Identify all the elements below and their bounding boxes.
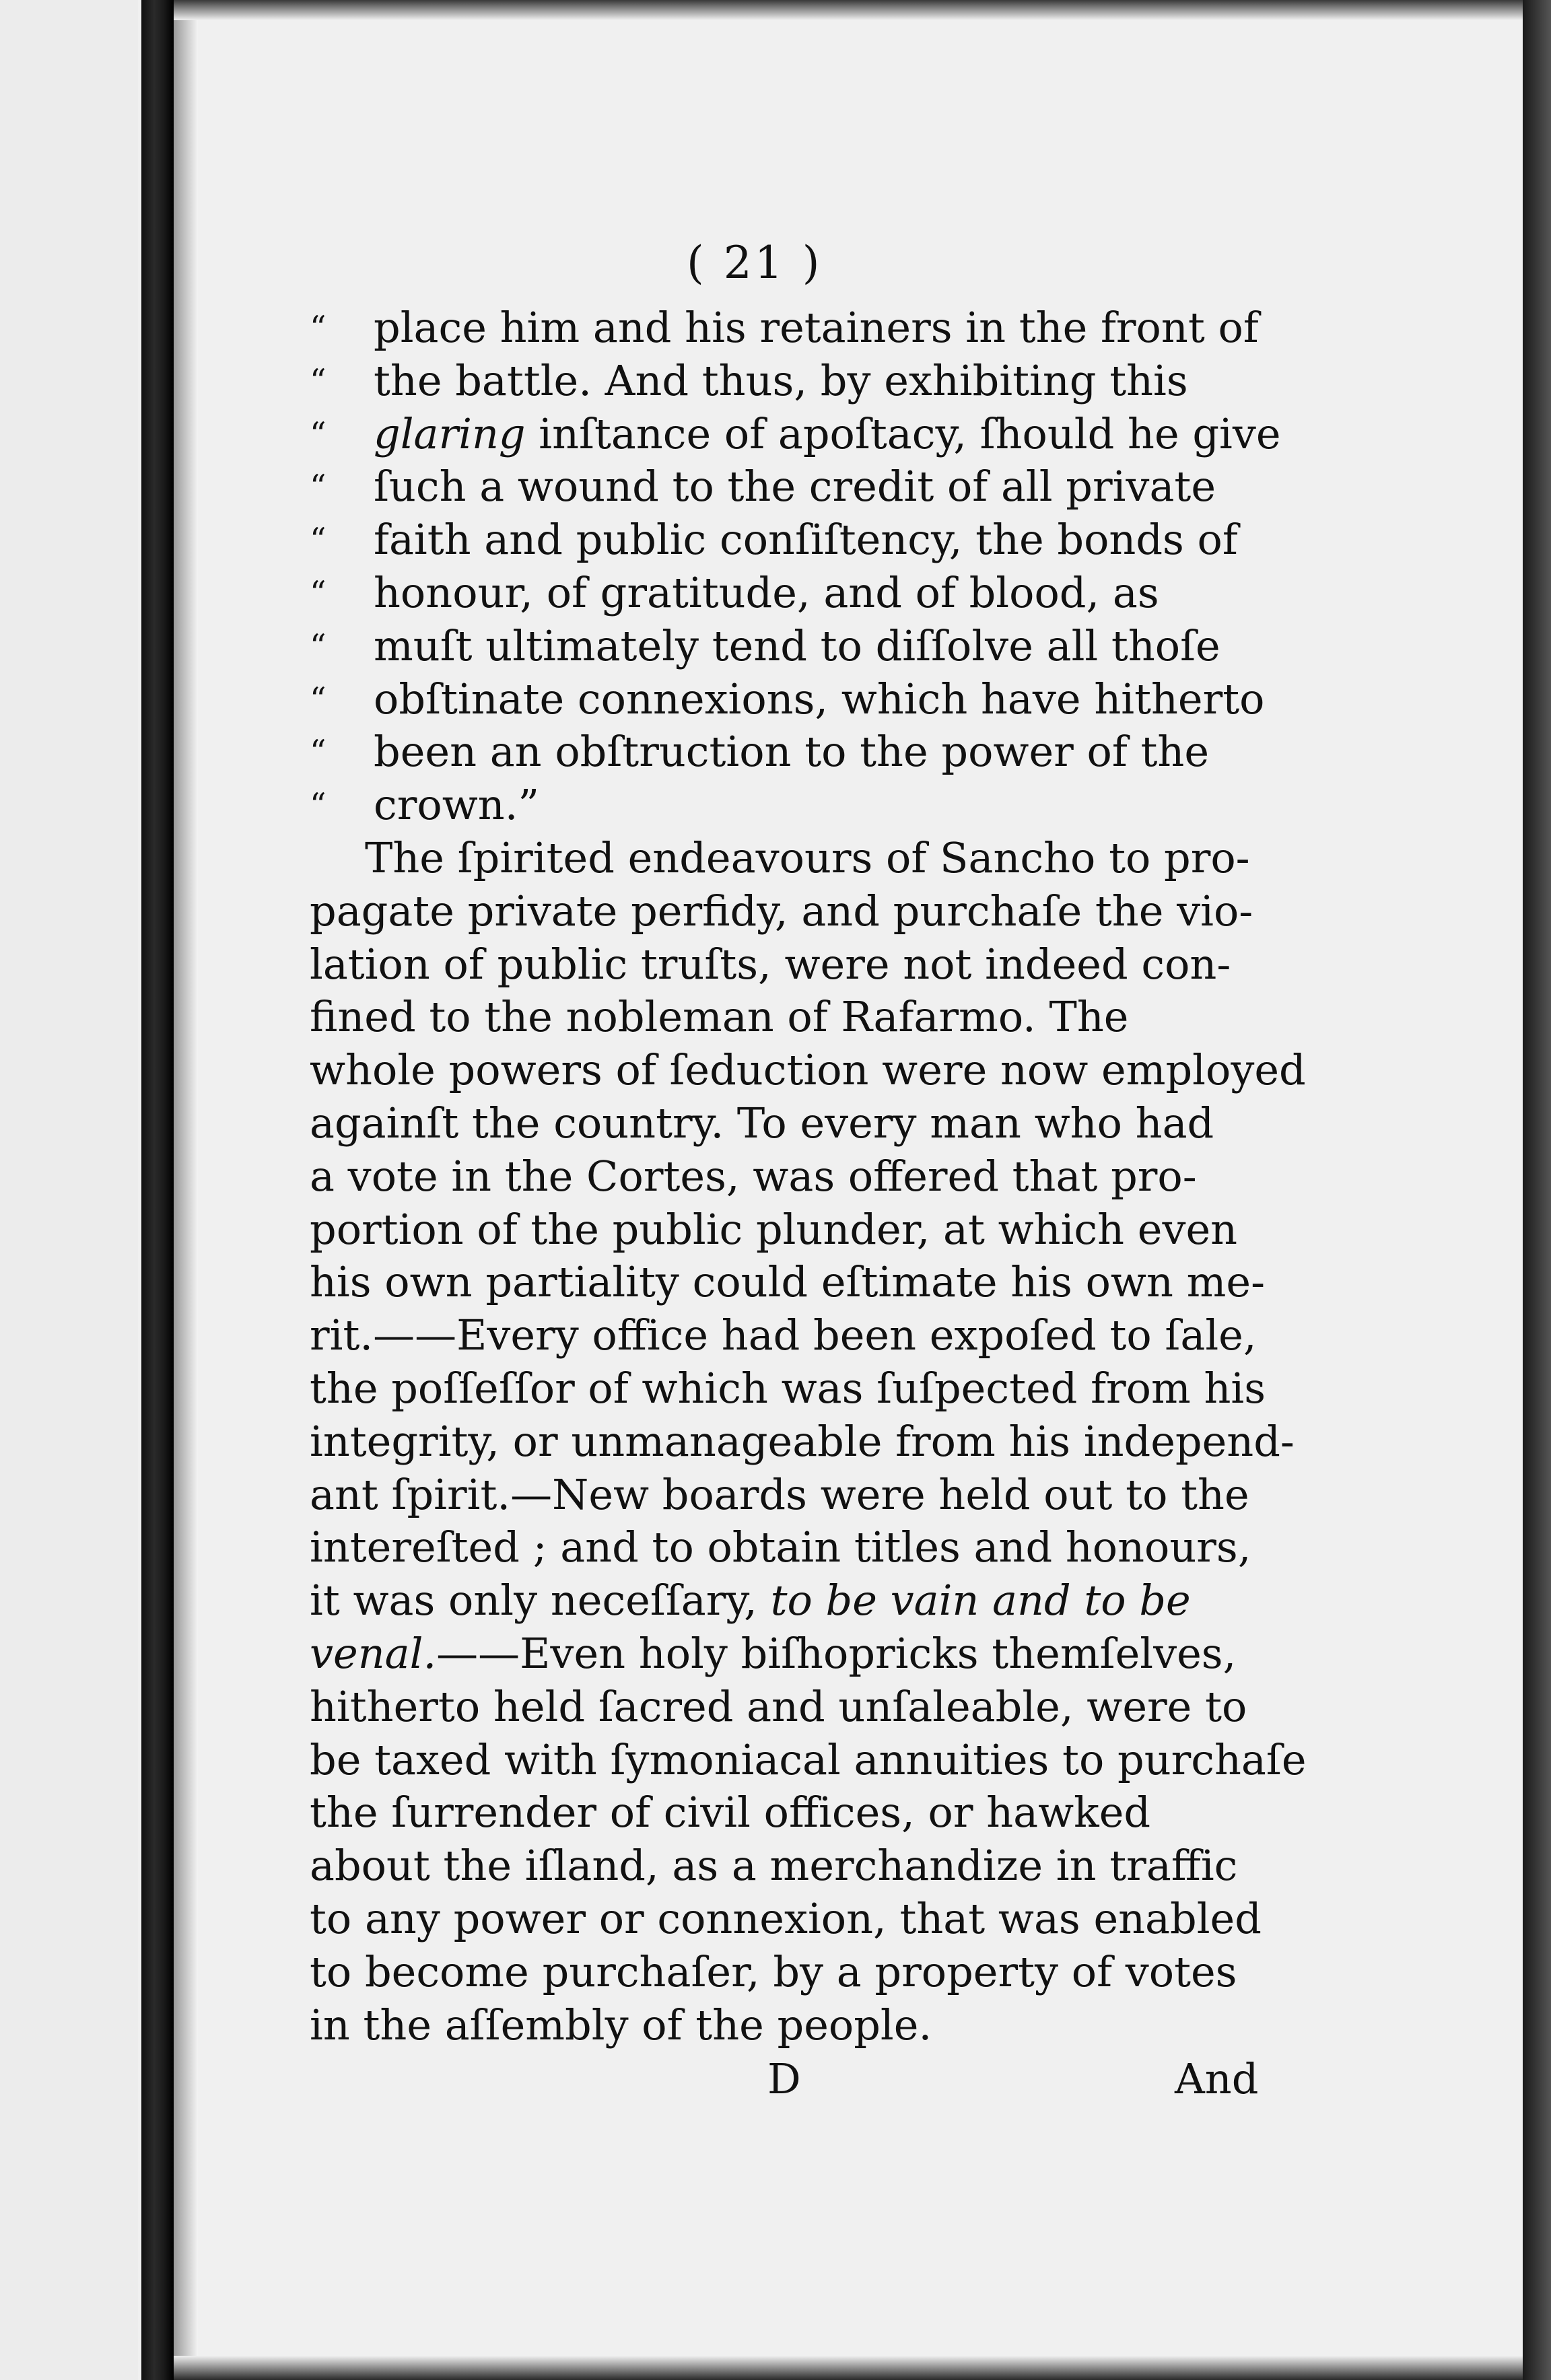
paragraph-line — [310, 1309, 1279, 1362]
paragraph-line-text: pagate private perfidy, and purchaſe the vio- — [310, 886, 1253, 936]
quoted-line-text — [374, 408, 1281, 461]
paragraph-line-text: portion of the public plunder, at which even — [310, 1204, 1238, 1254]
paragraph-line-text: hitherto held ſacred and unſaleable, were to — [310, 1681, 1247, 1731]
quoted-line-text: ſuch a wound to the credit of all private — [374, 462, 1216, 512]
paragraph-line — [310, 991, 1279, 1044]
quoted-line — [310, 673, 1279, 726]
quoted-line-text: faith and public conſiſtency, the bonds of — [374, 515, 1238, 565]
paragraph-line-text: whole powers of ſeduction were now employed — [310, 1045, 1306, 1095]
page-bottom-edge — [174, 2356, 1527, 2380]
quote-mark: “ — [310, 361, 326, 400]
quoted-line-text: place him and his retainers in the front of — [374, 303, 1259, 352]
quoted-line — [310, 302, 1279, 355]
quoted-line — [310, 779, 1279, 832]
paragraph-line-text: a vote in the Cortes, was offered that pro- — [310, 1151, 1197, 1201]
quote-mark: “ — [310, 468, 326, 506]
paragraph-line-text: to become purchaſer, by a property of votes — [310, 1947, 1237, 1996]
paragraph-line — [310, 1097, 1279, 1150]
paragraph-line-text: intereſted ; and to obtain titles and honours, — [310, 1523, 1251, 1572]
paragraph-line — [310, 885, 1279, 938]
quoted-line-text: the battle. And thus, by exhibiting this — [374, 355, 1188, 405]
paragraph-line-text: rit.——Every office had been expoſed to ſale, — [310, 1310, 1257, 1360]
quoted-line-text: obſtinate connexions, which have hitherto — [374, 674, 1265, 724]
paragraph-line-text: lation of public truſts, were not indeed con- — [310, 939, 1231, 989]
paragraph-line — [310, 1734, 1307, 1787]
paragraph-line-text: againſt the country. To every man who had — [310, 1098, 1214, 1148]
facing-page-edge — [0, 0, 138, 2380]
paragraph-line — [310, 1203, 1279, 1257]
paragraph-line — [310, 1574, 1279, 1628]
paragraph-line-text: his own partiality could eſtimate his own me- — [310, 1257, 1266, 1307]
quote-mark: “ — [310, 786, 326, 825]
quoted-line-text: crown.” — [374, 780, 540, 830]
paragraph-line — [310, 1681, 1279, 1734]
paragraph-line — [310, 1893, 1279, 1946]
quote-mark: “ — [310, 309, 326, 347]
paragraph-line — [310, 1840, 1279, 1893]
paragraph-line-text: to any power or connexion, that was enabled — [310, 1893, 1262, 1943]
quoted-line-text: muſt ultimately tend to diſſolve all thoſe — [374, 621, 1220, 670]
body-text — [310, 302, 1307, 2052]
quoted-line — [310, 514, 1279, 567]
line-remainder: ——Even holy biſhopricks themſelves, — [436, 1628, 1237, 1678]
paragraph-line-text: about the iſland, as a merchandize in traffic — [310, 1841, 1238, 1891]
paragraph-line — [310, 1150, 1279, 1203]
quoted-line — [310, 408, 1279, 461]
italic-phrase: to be vain and to be — [770, 1576, 1191, 1625]
page-number: ( 21 ) — [687, 237, 823, 289]
quote-mark: “ — [310, 680, 326, 718]
paragraph-line-text: ant ſpirit.—New boards were held out to the — [310, 1469, 1249, 1519]
paragraph-line — [310, 1786, 1279, 1840]
italic-phrase: venal. — [310, 1628, 437, 1678]
quoted-line — [310, 355, 1279, 408]
quoted-line — [310, 567, 1279, 620]
paragraph-line — [310, 938, 1279, 991]
gutter-shadow — [174, 0, 198, 2380]
quote-mark: “ — [310, 627, 326, 665]
quote-mark: “ — [310, 573, 326, 612]
paragraph-line-text: in the aſſembly of the people. — [310, 2000, 932, 2050]
catchword: And — [1175, 2054, 1259, 2103]
quote-mark: “ — [310, 415, 326, 453]
paragraph-line-text: fined to the nobleman of Rafarmo. The — [310, 992, 1129, 1042]
page-top-edge — [174, 0, 1527, 20]
quoted-line — [310, 460, 1279, 514]
paragraph-line — [310, 1946, 1279, 1999]
signature-mark: D — [767, 2054, 801, 2103]
paragraph-line-text: the poſſeſſor of which was ſuſpected from his — [310, 1363, 1266, 1413]
paragraph-line-text: be taxed with ſymoniacal annuities to purchaſe — [310, 1735, 1307, 1784]
book-binding-shadow — [141, 0, 174, 2380]
paragraph-line-text: integrity, or unmanageable from his independ- — [310, 1416, 1295, 1466]
paragraph-line — [310, 832, 1279, 885]
page-right-edge — [1523, 0, 1551, 2380]
paragraph-line-text — [310, 1574, 1191, 1628]
paragraph-line-text: The ſpirited endeavours of Sancho to pro- — [365, 833, 1250, 882]
quoted-line-text: honour, of gratitude, and of blood, as — [374, 567, 1159, 617]
paragraph-line — [310, 1044, 1306, 1097]
quoted-line-text: been an obſtruction to the power of the — [374, 727, 1210, 777]
paragraph-line — [310, 1521, 1279, 1574]
line-head: it was only neceſſary, — [310, 1576, 771, 1625]
line-remainder: inſtance of apoſtacy, ſhould he give — [525, 409, 1281, 458]
paragraph-line — [310, 1362, 1279, 1415]
quoted-line — [310, 620, 1279, 673]
paragraph-line-text: the ſurrender of civil offices, or hawked — [310, 1788, 1151, 1838]
paragraph-line — [310, 1415, 1295, 1469]
quoted-line — [310, 726, 1279, 779]
quote-mark: “ — [310, 733, 326, 771]
paragraph-line — [310, 1256, 1279, 1309]
paragraph-line — [310, 1469, 1279, 1522]
italic-word: glaring — [374, 409, 526, 458]
paragraph-line-text — [310, 1628, 1236, 1681]
paragraph-line — [310, 1999, 1279, 2052]
quote-mark: “ — [310, 521, 326, 559]
paragraph-line — [310, 1628, 1279, 1681]
